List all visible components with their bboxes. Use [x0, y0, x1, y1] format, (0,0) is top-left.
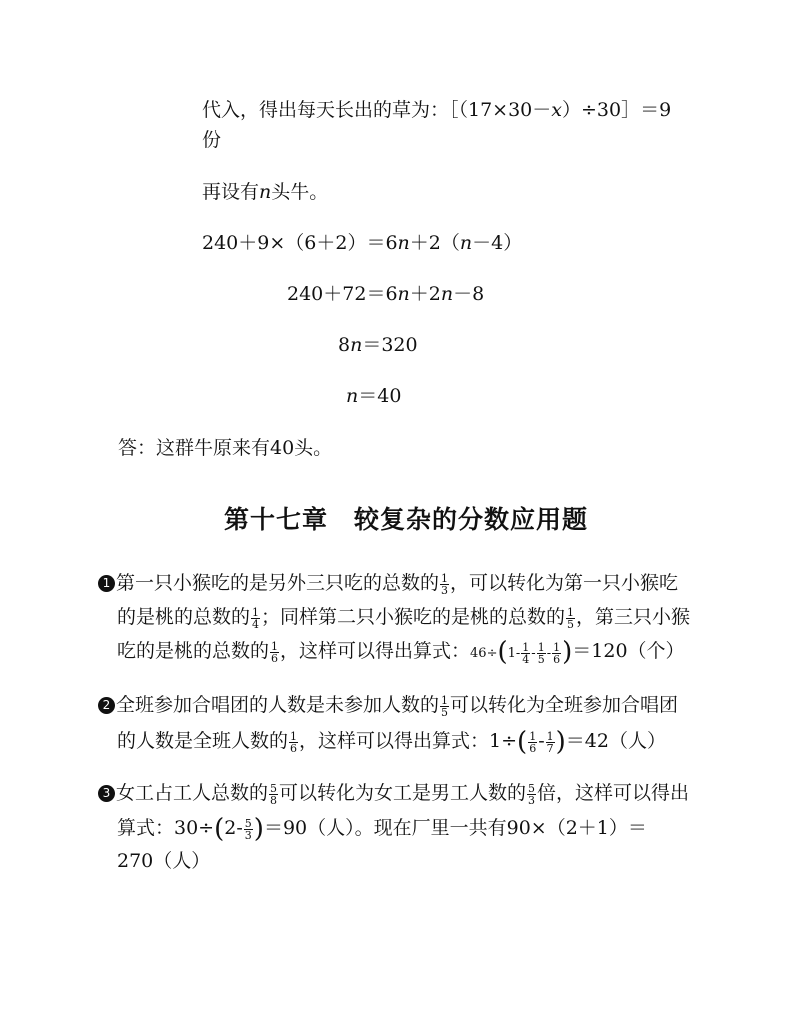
equation-2: 240＋72＝6n＋2n－8 [287, 283, 485, 305]
number-bullet-icon: 3 [98, 785, 115, 802]
chapter-title: 第十七章 较复杂的分数应用题 [224, 505, 589, 534]
fraction: $\frac{5}{8}$ [270, 781, 278, 807]
answer-line: 答：这群牛原来有40头。 [118, 437, 333, 459]
fraction: $\frac{1}{5}$ [441, 693, 449, 719]
calc-grass-unit: 份 [202, 129, 222, 151]
fraction: $\frac{1}{6}$ [290, 729, 298, 755]
item-1-line-3: 吃的是桃的总数的 $\frac{1}{6}$ ，这样可以得出算式：46÷(1- $\frac{1}{4}$ - $\frac{1}{5}$ - $\frac{1}{6}$ )＝120（个） [117, 637, 685, 667]
item-2-line-2: 的人数是全班人数的 $\frac{1}{6}$ ，这样可以得出算式：1÷( $\frac{1}{6}$ - $\frac{1}{7}$ )＝42（人） [117, 727, 666, 757]
item-3-line-1: 3 女工占工人总数的 $\frac{5}{8}$ 可以转化为女工是男工人数的 $\frac{5}{3}$ 倍，这样可以得出 [98, 781, 689, 806]
item-1-line-1: 1 第一只小猴吃的是另外三只吃的总数的 $\frac{1}{3}$ ，可以转化为第一只小猴吃 [98, 571, 678, 596]
expression: ( $\frac{1}{6}$ - $\frac{1}{7}$ ) [517, 727, 566, 757]
equation-3: 8n＝320 [338, 334, 418, 356]
number-bullet-icon: 2 [98, 697, 115, 714]
fraction: $\frac{1}{4}$ [252, 605, 260, 631]
equation-4: n＝40 [346, 385, 402, 407]
fraction: $\frac{1}{6}$ [271, 639, 279, 665]
calc-grass-line: 代入，得出每天长出的草为：［（17×30－x）÷30］＝9 [202, 99, 672, 121]
item-2-line-1: 2 全班参加合唱团的人数是未参加人数的 $\frac{1}{5}$ 可以转化为全班参加合唱团 [98, 693, 678, 718]
fraction: $\frac{1}{5}$ [567, 605, 575, 631]
expression: 46÷(1- $\frac{1}{4}$ - $\frac{1}{5}$ - $\frac{1}{6}$ ) [470, 637, 573, 667]
variable-x: x [551, 99, 562, 121]
item-3-line-2: 算式：30÷(2- $\frac{5}{3}$ )＝90（人）。现在厂里一共有90×（2＋1）＝ [117, 814, 647, 844]
item-1-line-2: 的是桃的总数的 $\frac{1}{4}$ ；同样第二只小猴吃的是桃的总数的 $\frac{1}{5}$ ，第三只小猴 [117, 605, 691, 631]
expression: (2- $\frac{5}{3}$ ) [214, 814, 264, 844]
fraction: $\frac{1}{3}$ [441, 571, 449, 597]
number-bullet-icon: 1 [98, 575, 115, 592]
equation-1: 240＋9×（6＋2）＝6n＋2（n－4） [202, 232, 523, 254]
item-3-line-3: 270（人） [117, 850, 211, 872]
set-variable-line: 再设有n头牛。 [202, 181, 329, 203]
fraction: $\frac{5}{3}$ [528, 781, 536, 807]
